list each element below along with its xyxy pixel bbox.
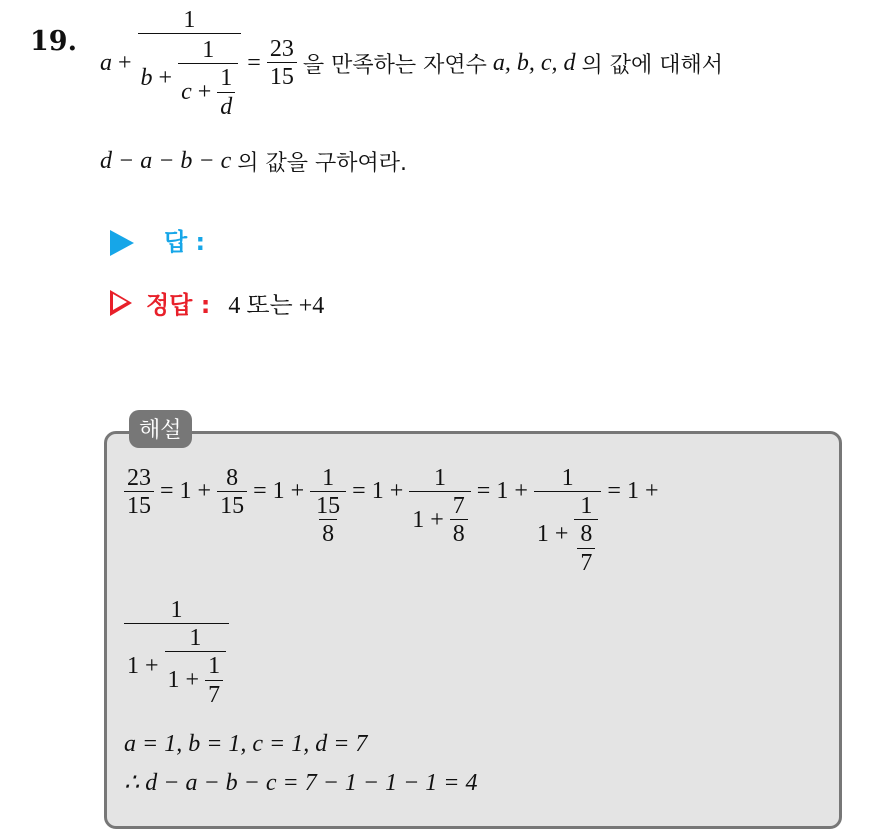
solution-line-1: $\frac{23}{15}$ = 1 + $\frac{8}{15}$ = 1 + $\frac{1}{\frac{15}{8}}$ = 1 + 1 1 + $\frac{7}{8}$ = 1 + 1 1 + $\frac{1}{\frac{8}{7}}$ = 1 + xyxy=(124,466,658,576)
problem-text: 을 만족하는 자연수 xyxy=(302,53,487,79)
problem-expression: d − a − b − c xyxy=(100,148,232,174)
answer-label: 답 : xyxy=(164,228,206,256)
solution-final: ∴ d − a − b − c = 7 − 1 − 1 − 1 = 4 xyxy=(124,770,478,796)
problem-text-tail: 의 값에 대해서 xyxy=(581,53,724,79)
problem-number: 19. xyxy=(30,26,77,57)
play-icon xyxy=(110,230,134,256)
outline-play-icon xyxy=(110,290,132,316)
problem-line-2 xyxy=(100,146,407,177)
solution-line-2: 1 1 + 1 1 + $\frac{1}{7}$ xyxy=(124,598,229,708)
answer-row xyxy=(110,222,205,257)
solution-tag: 해설 xyxy=(129,410,192,448)
problem-vars: a, b, c, d xyxy=(492,50,576,77)
problem-equation: a + 1 b + 1 c + $\frac{1}{d}$ = $\frac{23}{15}$ 을 만족하는 자연수 a, b, c, d 의 값에 대해서 xyxy=(100,7,724,120)
continued-fraction: 1 b + 1 c + $\frac{1}{d}$ xyxy=(138,8,242,120)
correct-value: 4 또는 +4 xyxy=(228,293,325,319)
problem-text-end: 의 값을 구하여라. xyxy=(237,151,407,176)
correct-answer-row xyxy=(110,285,324,320)
solution-result: a = 1, b = 1, c = 1, d = 7 xyxy=(124,731,368,757)
correct-label: 정답 : xyxy=(146,291,211,319)
